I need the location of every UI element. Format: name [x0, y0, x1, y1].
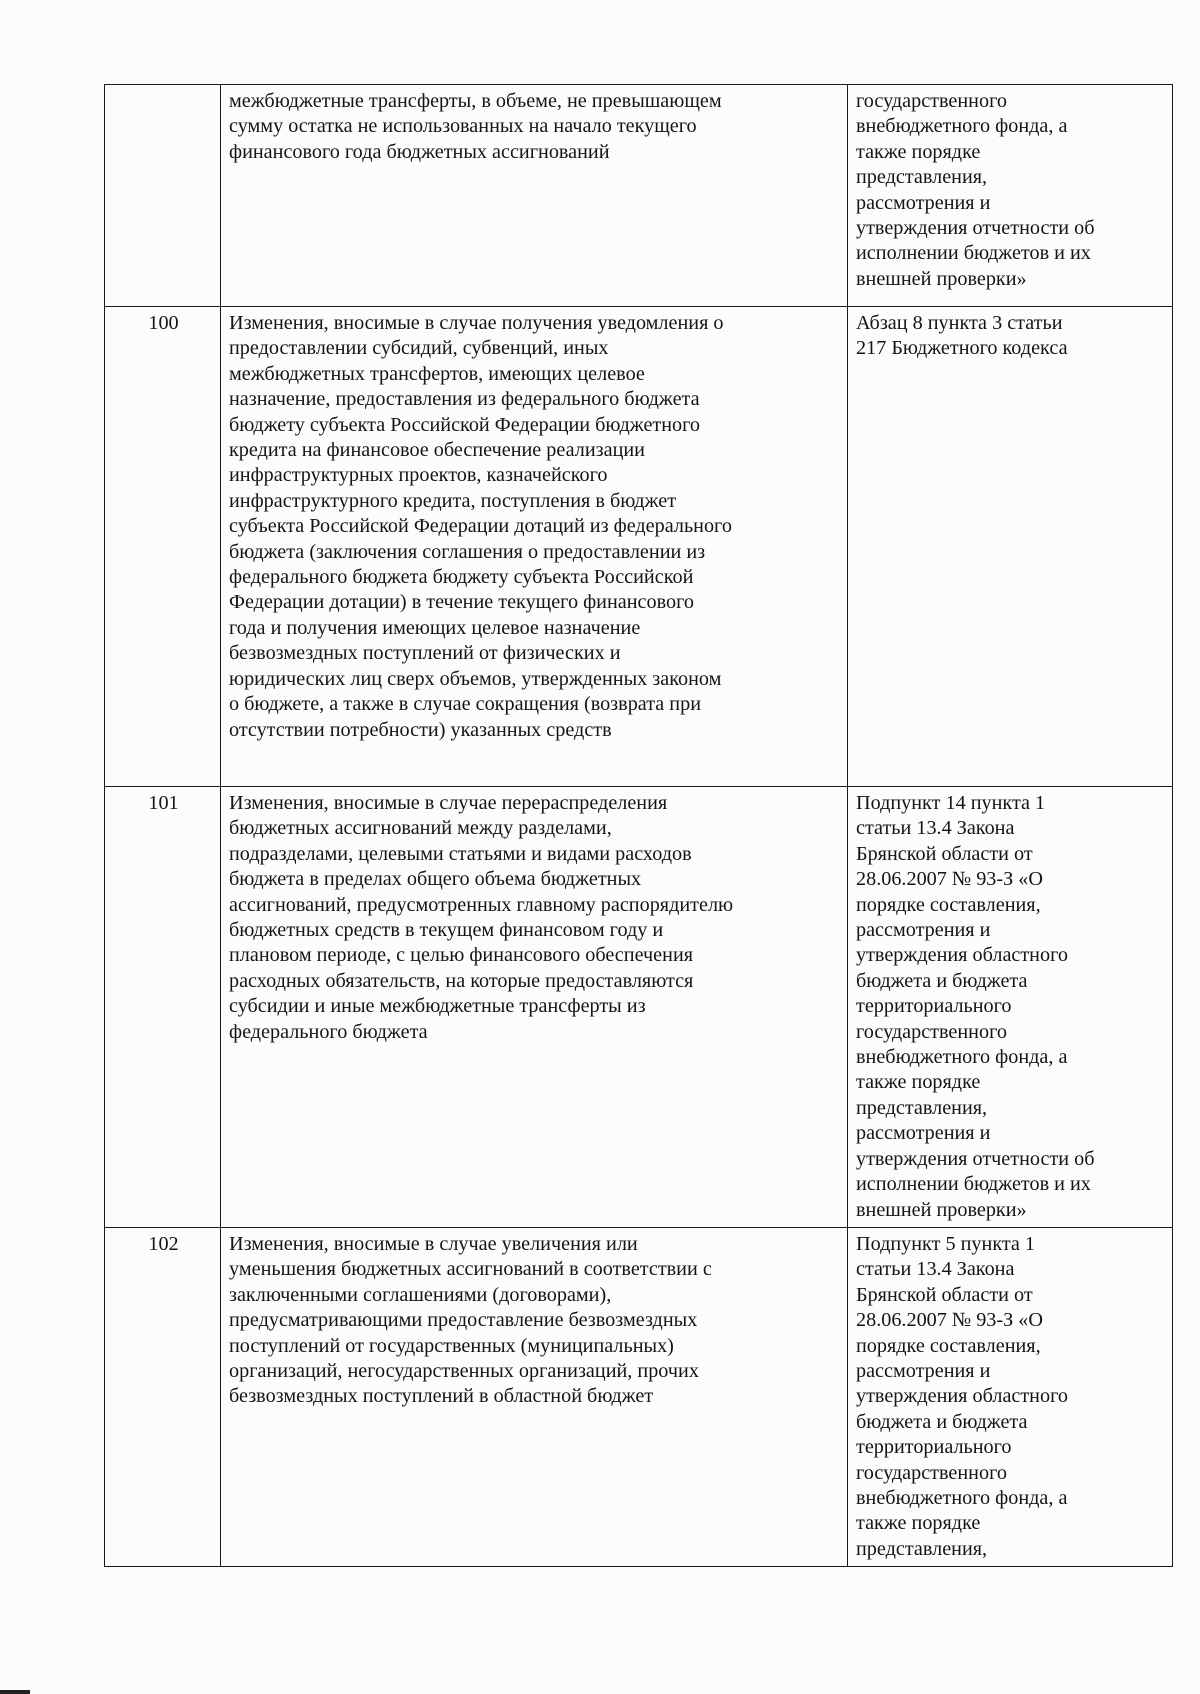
- table-row: [105, 307, 1173, 787]
- reference-line: бюджета и бюджета: [856, 1410, 1028, 1433]
- description-line: бюджетных средств в текущем финансовом году и: [229, 919, 664, 942]
- description-line: Изменения, вносимые в случае получения уведомления о: [229, 312, 724, 334]
- description-line: федерального бюджета бюджету субъекта Российской: [229, 566, 694, 589]
- reference-line: представления,: [856, 1096, 988, 1119]
- reference-line: утверждения отчетности об: [856, 1147, 1095, 1170]
- description-line: бюджету субъекта Российской Федерации бюджетного: [229, 413, 700, 436]
- reference-line: также порядке: [856, 1512, 981, 1535]
- legal-reference: [848, 85, 1173, 307]
- description-line: межбюджетные трансферты, в объеме, не превышающем: [229, 90, 722, 112]
- reference-line: государственного: [856, 90, 1007, 112]
- legal-reference: [848, 1227, 1173, 1566]
- regulation-table: [104, 84, 1173, 1567]
- reference-line: рассмотрения и: [856, 919, 991, 942]
- scan-edge-mark: [0, 1690, 30, 1694]
- reference-line: утверждения отчетности об: [856, 217, 1095, 240]
- description-line: Изменения, вносимые в случае перераспределения: [229, 792, 668, 814]
- description-line: инфраструктурных проектов, казначейского: [229, 464, 608, 487]
- description-line: безвозмездных поступлений от физических и: [229, 642, 621, 665]
- reference-line: внешней проверки»: [856, 1198, 1027, 1221]
- reference-line: внебюджетного фонда, а: [856, 1046, 1068, 1069]
- description-line: бюджетных ассигнований между разделами,: [229, 817, 612, 840]
- reference-line: утверждения областного: [856, 944, 1068, 967]
- description-line: плановом периоде, с целью финансового обеспечения: [229, 944, 694, 967]
- reference-line: территориального: [856, 995, 1012, 1018]
- reference-line: государственного: [856, 1020, 1007, 1043]
- description-line: расходных обязательств, на которые предоставляются: [229, 969, 694, 992]
- reference-line: рассмотрения и: [856, 191, 991, 214]
- reference-line: Брянской области от: [856, 1283, 1033, 1306]
- reference-line: 217 Бюджетного кодекса: [856, 337, 1068, 360]
- reference-line: бюджета и бюджета: [856, 969, 1028, 992]
- description-line: назначение, предоставления из федерального бюджета: [229, 388, 700, 411]
- description-line: уменьшения бюджетных ассигнований в соответствии с: [229, 1258, 712, 1281]
- description-line: о бюджете, а также в случае сокращения (возврата при: [229, 693, 701, 716]
- reference-line: статьи 13.4 Закона: [856, 1258, 1015, 1281]
- row-number: 100: [105, 307, 221, 787]
- description-line: Федерации дотации) в течение текущего финансового: [229, 591, 694, 614]
- reference-line: внебюджетного фонда, а: [856, 115, 1068, 138]
- description-line: межбюджетных трансфертов, имеющих целевое: [229, 362, 645, 385]
- description-line: федерального бюджета: [229, 1020, 428, 1043]
- change-description: [221, 85, 848, 307]
- reference-line: исполнении бюджетов и их: [856, 1173, 1091, 1196]
- row-number: [105, 85, 221, 307]
- table-row: [105, 787, 1173, 1228]
- description-line: безвозмездных поступлений в областной бюджет: [229, 1385, 654, 1408]
- reference-line: 28.06.2007 № 93-З «О: [856, 1309, 1043, 1332]
- change-description: [221, 787, 848, 1228]
- reference-line: также порядке: [856, 140, 981, 163]
- reference-line: Абзац 8 пункта 3 статьи: [856, 312, 1063, 334]
- description-line: Изменения, вносимые в случае увеличения или: [229, 1232, 638, 1255]
- change-description: [221, 1227, 848, 1566]
- description-line: отсутствии потребности) указанных средств: [229, 718, 612, 741]
- reference-line: утверждения областного: [856, 1385, 1068, 1408]
- reference-line: порядке составления,: [856, 1334, 1041, 1357]
- description-line: сумму остатка не использованных на начало текущего: [229, 115, 697, 138]
- description-line: кредита на финансовое обеспечение реализации: [229, 439, 645, 462]
- reference-line: внебюджетного фонда, а: [856, 1486, 1068, 1509]
- reference-line: рассмотрения и: [856, 1122, 991, 1145]
- reference-line: представления,: [856, 1537, 988, 1560]
- description-line: финансового года бюджетных ассигнований: [229, 140, 610, 163]
- description-line: подразделами, целевыми статьями и видами расходов: [229, 842, 692, 865]
- description-line: организаций, негосударственных организаций, прочих: [229, 1359, 699, 1382]
- reference-line: 28.06.2007 № 93-З «О: [856, 868, 1043, 891]
- reference-line: территориального: [856, 1436, 1012, 1459]
- reference-line: исполнении бюджетов и их: [856, 242, 1091, 265]
- legal-reference: [848, 307, 1173, 787]
- reference-line: статьи 13.4 Закона: [856, 817, 1015, 840]
- row-number: 101: [105, 787, 221, 1228]
- change-description: [221, 307, 848, 787]
- table-row: [105, 85, 1173, 307]
- row-number: 102: [105, 1227, 221, 1566]
- description-line: поступлений от государственных (муниципальных): [229, 1334, 674, 1357]
- reference-line: Брянской области от: [856, 842, 1033, 865]
- description-line: года и получения имеющих целевое назначение: [229, 616, 641, 639]
- description-line: предусматривающими предоставление безвозмездных: [229, 1309, 698, 1332]
- description-line: инфраструктурного кредита, поступления в бюджет: [229, 489, 677, 512]
- legal-reference: [848, 787, 1173, 1228]
- description-line: предоставлении субсидий, субвенций, иных: [229, 337, 609, 360]
- description-line: субъекта Российской Федерации дотаций из федерального: [229, 515, 732, 538]
- description-line: субсидии и иные межбюджетные трансферты из: [229, 995, 646, 1018]
- reference-line: порядке составления,: [856, 893, 1041, 916]
- description-line: бюджета (заключения соглашения о предоставлении из: [229, 540, 706, 563]
- reference-line: рассмотрения и: [856, 1359, 991, 1382]
- description-line: ассигнований, предусмотренных главному распорядителю: [229, 893, 734, 916]
- reference-line: также порядке: [856, 1071, 981, 1094]
- reference-line: внешней проверки»: [856, 267, 1027, 290]
- description-line: юридических лиц сверх объемов, утвержденных законом: [229, 667, 722, 690]
- reference-line: Подпункт 14 пункта 1: [856, 792, 1046, 814]
- reference-line: представления,: [856, 166, 988, 189]
- description-line: заключенными соглашениями (договорами),: [229, 1283, 612, 1306]
- description-line: бюджета в пределах общего объема бюджетных: [229, 868, 642, 891]
- table-row: [105, 1227, 1173, 1566]
- reference-line: государственного: [856, 1461, 1007, 1484]
- reference-line: Подпункт 5 пункта 1: [856, 1232, 1036, 1255]
